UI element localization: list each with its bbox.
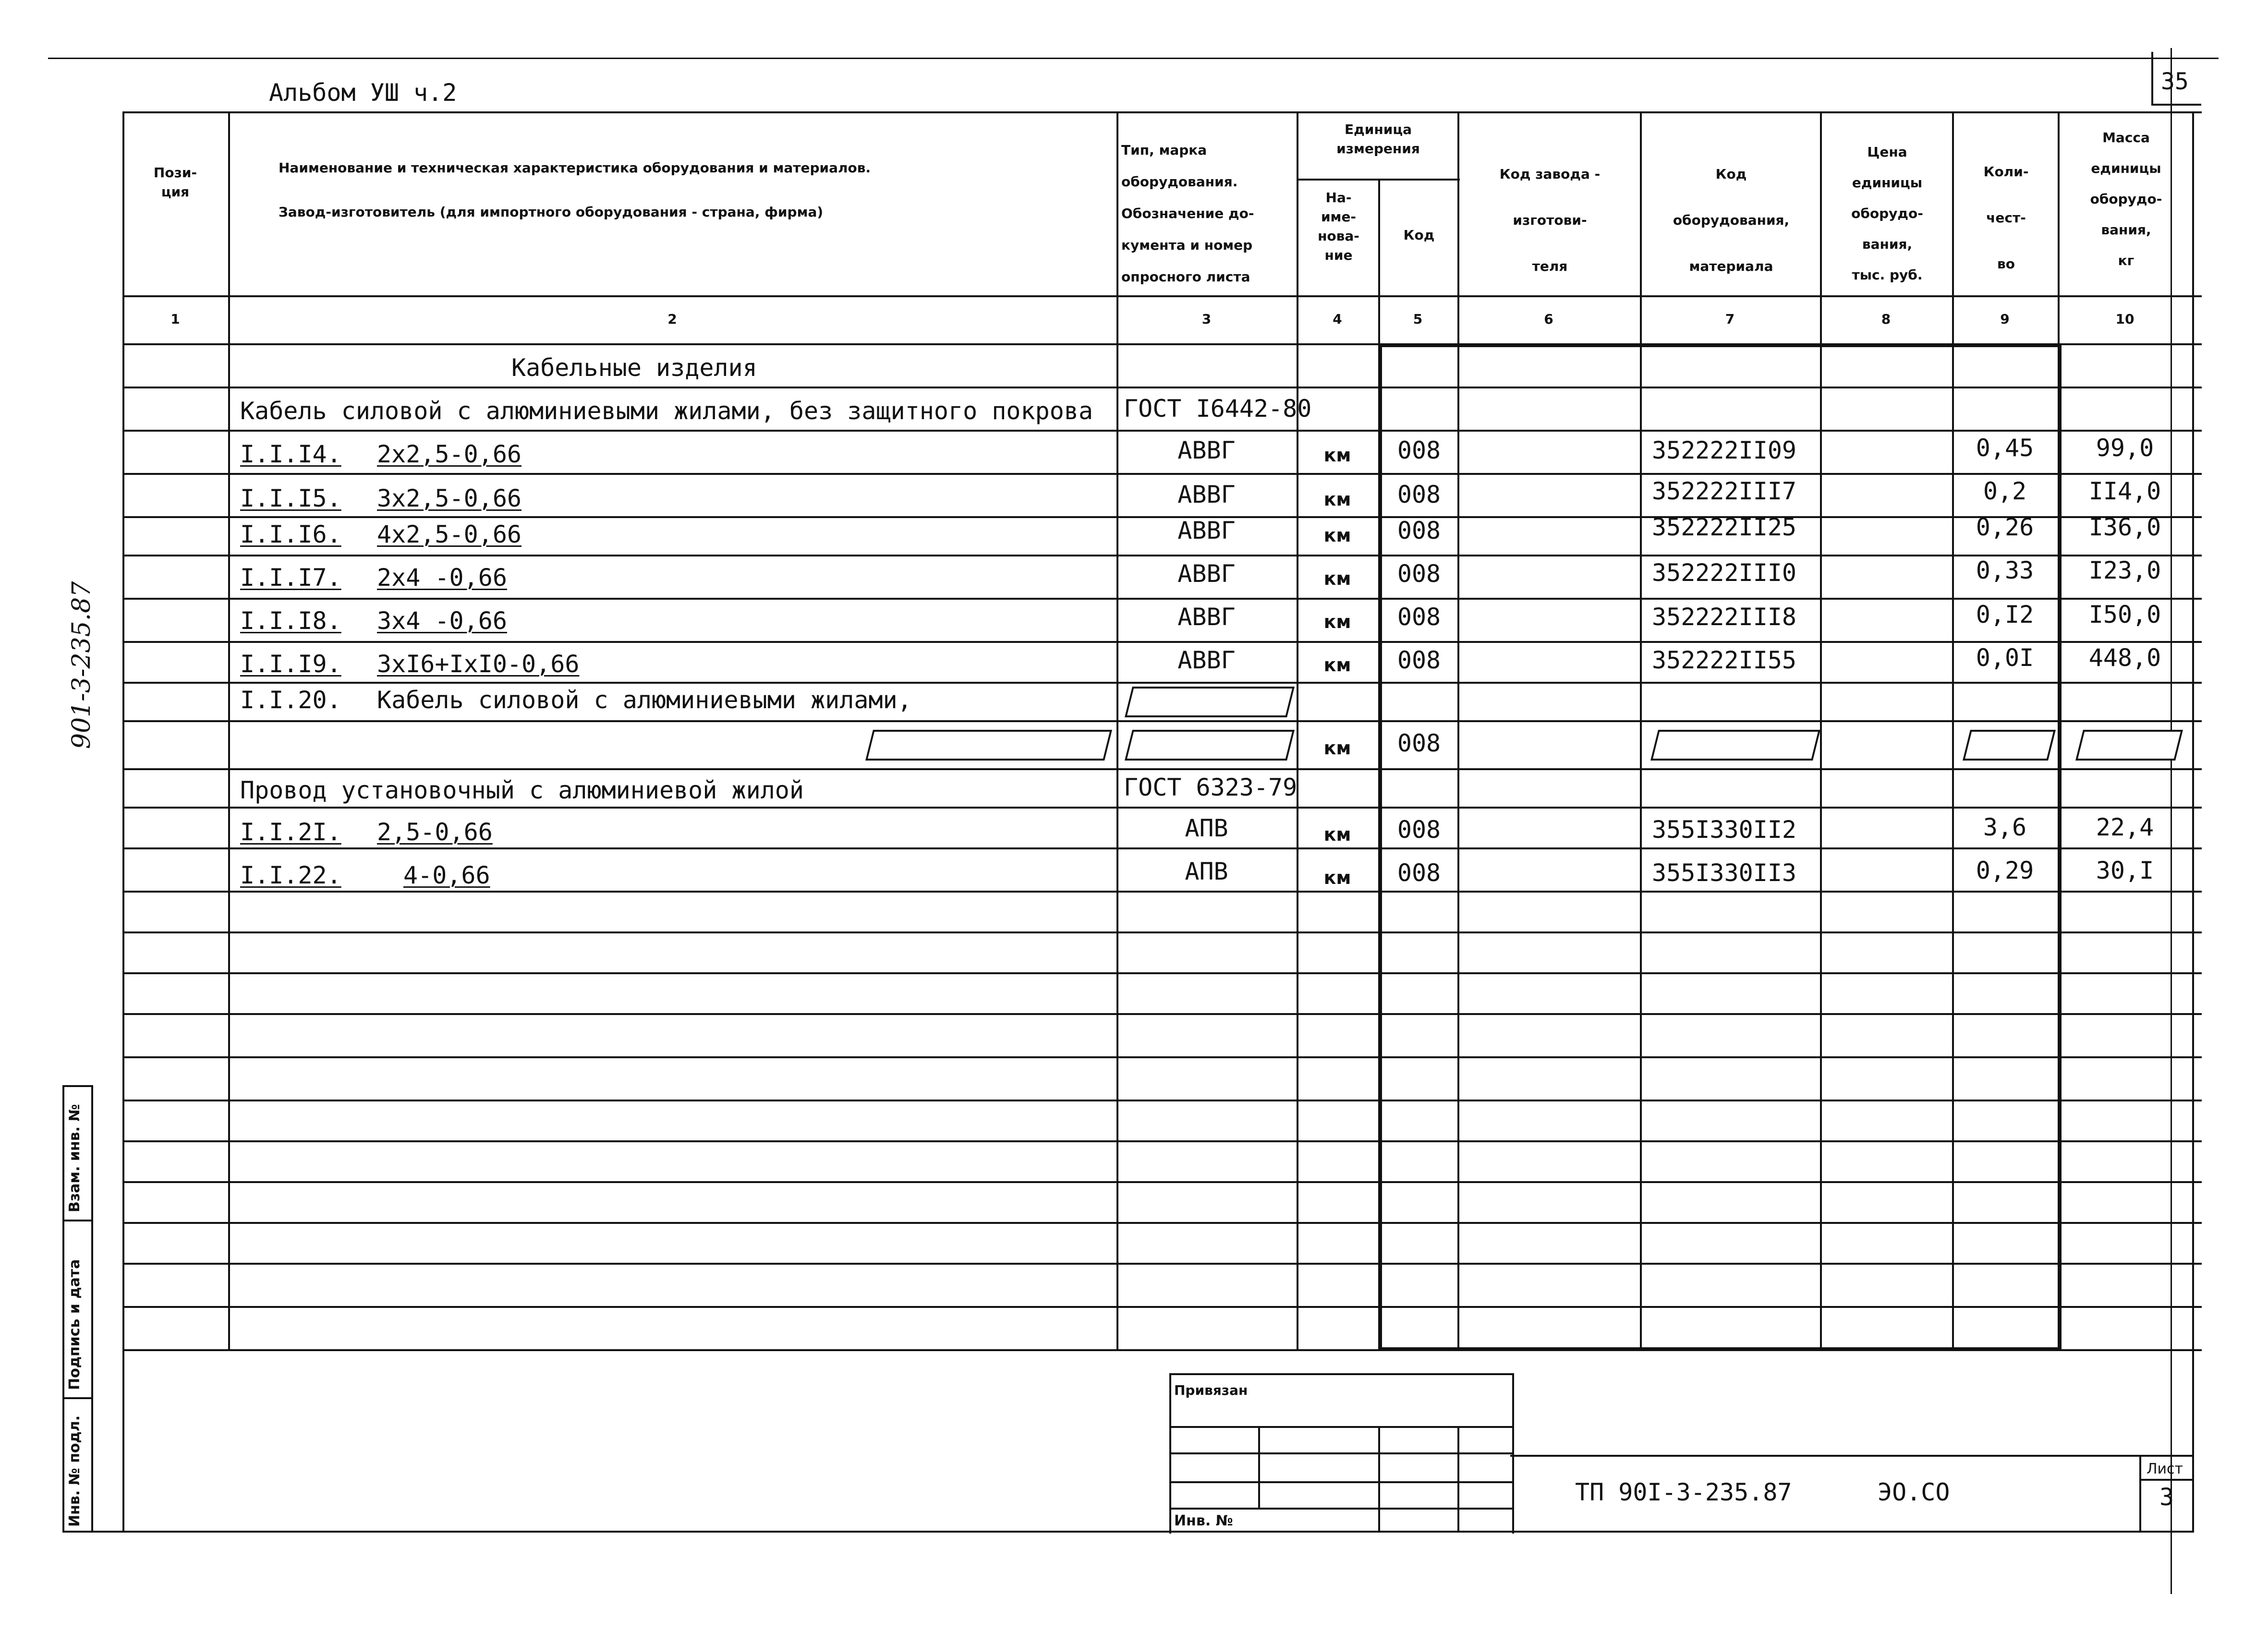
row-2-unit: км: [1323, 445, 1351, 466]
row-3-code: 352222III7: [1652, 477, 1797, 505]
blank-field-qty: [1963, 730, 2056, 761]
stamp-inv-no: Инв. №: [1174, 1512, 1233, 1529]
header-col3: Тип, марка оборудования. Обозначение до- кумента и номер опросного листа: [1121, 142, 1254, 285]
row-3-mass: II4,0: [2088, 477, 2161, 505]
row-6-name: 3x4 -0,66: [377, 607, 507, 635]
row-5-type: АВВГ: [1177, 560, 1236, 588]
row-9-ucode: 008: [1397, 729, 1441, 757]
colnum-7: 7: [1725, 311, 1735, 327]
row-2-mass: 99,0: [2096, 434, 2154, 462]
row-12-qty: 0,29: [1976, 857, 2034, 884]
stamp-privyazan: Привязан: [1174, 1382, 1248, 1398]
header-col9: Коли- чест- во: [1983, 164, 2029, 272]
row-7-ucode: 008: [1397, 646, 1441, 674]
page-number: 35: [2161, 68, 2189, 95]
row-11-pos: I.I.2I.: [240, 818, 341, 846]
colnum-9: 9: [2000, 311, 2010, 327]
row-6-type: АВВГ: [1177, 603, 1236, 631]
header-col8: Цена единицы оборудо- вания, тыс. руб.: [1851, 144, 1923, 283]
sheet-number: 3: [2159, 1483, 2174, 1511]
header-col4: На- име- нова- ние: [1318, 190, 1359, 263]
side-label-podpis: Подпись и дата: [66, 1259, 83, 1390]
header-unit-group: Единица измерения: [1336, 121, 1420, 157]
row-7-name: 3xI6+IxI0-0,66: [377, 650, 580, 678]
row-5-qty: 0,33: [1976, 556, 2034, 584]
row-2-code: 352222II09: [1652, 436, 1797, 464]
row-7-unit: км: [1323, 654, 1351, 676]
side-label-inv-podl: Инв. № подл.: [66, 1415, 83, 1527]
row-12-code: 355I330II3: [1652, 859, 1797, 887]
row-1-name: Кабель силовой с алюминиевыми жилами, без защитного покрова: [240, 397, 1093, 425]
blank-field-type-2: [1125, 730, 1295, 761]
row-3-ucode: 008: [1397, 481, 1441, 508]
header-col5: Код: [1403, 227, 1435, 243]
row-4-code: 352222II25: [1652, 513, 1797, 541]
row-5-ucode: 008: [1397, 560, 1441, 588]
row-5-pos: I.I.I7.: [240, 564, 341, 592]
row-11-ucode: 008: [1397, 816, 1441, 844]
row-1-type: ГОСТ I6442-80: [1124, 395, 1312, 423]
colnum-2: 2: [667, 311, 677, 327]
section-code: ЭО.СО: [1878, 1478, 1950, 1506]
doc-code: ТП 90I-3-235.87: [1575, 1478, 1792, 1506]
colnum-3: 3: [1201, 311, 1212, 327]
header-col2: Наименование и техническая характеристика оборудования и материалов. Завод-изготовитель (для импортного оборудования - страна, фирма): [279, 160, 871, 220]
blank-field-code: [1650, 730, 1820, 761]
row-3-pos: I.I.I5.: [240, 484, 341, 512]
row-3-qty: 0,2: [1983, 477, 2027, 505]
row-11-type: АПВ: [1185, 814, 1228, 842]
row-4-pos: I.I.I6.: [240, 520, 341, 548]
row-6-unit: км: [1323, 611, 1351, 632]
colnum-1: 1: [170, 311, 180, 327]
row-3-name: 3x2,5-0,66: [377, 484, 522, 512]
row-6-ucode: 008: [1397, 603, 1441, 631]
row-10-name: Провод установочный с алюминиевой жилой: [240, 776, 804, 804]
row-4-name: 4x2,5-0,66: [377, 520, 522, 548]
row-11-unit: км: [1323, 824, 1351, 845]
row-4-type: АВВГ: [1177, 517, 1236, 544]
row-12-mass: 30,I: [2096, 857, 2154, 884]
sheet-label: Лист: [2147, 1461, 2183, 1477]
row-7-pos: I.I.I9.: [240, 650, 341, 678]
row-8-pos: I.I.20.: [240, 686, 341, 714]
row-12-type: АПВ: [1185, 858, 1228, 885]
row-4-qty: 0,26: [1976, 513, 2034, 541]
row-6-mass: I50,0: [2088, 601, 2161, 629]
row-7-code: 352222II55: [1652, 646, 1797, 674]
row-6-qty: 0,I2: [1976, 601, 2034, 629]
row-12-unit: км: [1323, 867, 1351, 888]
row-7-mass: 448,0: [2088, 644, 2161, 672]
colnum-8: 8: [1881, 311, 1891, 327]
row-7-qty: 0,0I: [1976, 644, 2034, 672]
colnum-10: 10: [2115, 311, 2135, 327]
row-9-unit: км: [1323, 737, 1351, 759]
row-4-mass: I36,0: [2088, 513, 2161, 541]
row-2-qty: 0,45: [1976, 434, 2034, 462]
header-col7: Код оборудования, материала: [1673, 166, 1790, 274]
row-11-name: 2,5-0,66: [377, 818, 493, 846]
row-4-ucode: 008: [1397, 517, 1441, 544]
header-col10: Масса единицы оборудо- вания, кг: [2090, 130, 2162, 268]
row-2-ucode: 008: [1397, 436, 1441, 464]
row-2-pos: I.I.I4.: [240, 440, 341, 468]
row-6-pos: I.I.I8.: [240, 607, 341, 635]
blank-field-type: [1125, 687, 1295, 717]
blank-field-name: [865, 730, 1112, 761]
row-11-qty: 3,6: [1983, 813, 2027, 841]
row-5-name: 2x4 -0,66: [377, 564, 507, 592]
colnum-5: 5: [1413, 311, 1423, 327]
row-3-unit: км: [1323, 489, 1351, 510]
row-3-type: АВВГ: [1177, 481, 1236, 508]
row-5-unit: км: [1323, 568, 1351, 589]
row-12-ucode: 008: [1397, 859, 1441, 887]
side-label-vzam: Взам. инв. №: [66, 1104, 83, 1212]
row-11-code: 355I330II2: [1652, 816, 1797, 844]
header-col1: Пози- ция: [153, 165, 197, 200]
row-4-unit: км: [1323, 525, 1351, 546]
row-6-code: 352222III8: [1652, 603, 1797, 631]
section-title-cable: Кабельные изделия: [511, 354, 757, 382]
row-5-code: 352222III0: [1652, 559, 1797, 587]
row-5-mass: I23,0: [2088, 556, 2161, 584]
album-title: Альбом УШ ч.2: [269, 79, 457, 107]
colnum-4: 4: [1333, 311, 1342, 327]
row-2-type: АВВГ: [1177, 436, 1236, 464]
colnum-6: 6: [1544, 311, 1553, 327]
row-10-type: ГОСТ 6323-79: [1124, 774, 1298, 801]
side-code: 901-3-235.87: [67, 581, 96, 749]
row-2-name: 2x2,5-0,66: [377, 440, 522, 468]
row-12-name: 4-0,66: [403, 861, 490, 889]
blank-field-mass: [2075, 730, 2183, 761]
header-col6: Код завода - изготови- теля: [1499, 166, 1601, 274]
row-12-pos: I.I.22.: [240, 861, 341, 889]
row-11-mass: 22,4: [2096, 813, 2154, 841]
row-7-type: АВВГ: [1177, 646, 1236, 674]
row-8-name: Кабель силовой с алюминиевыми жилами,: [377, 686, 912, 714]
